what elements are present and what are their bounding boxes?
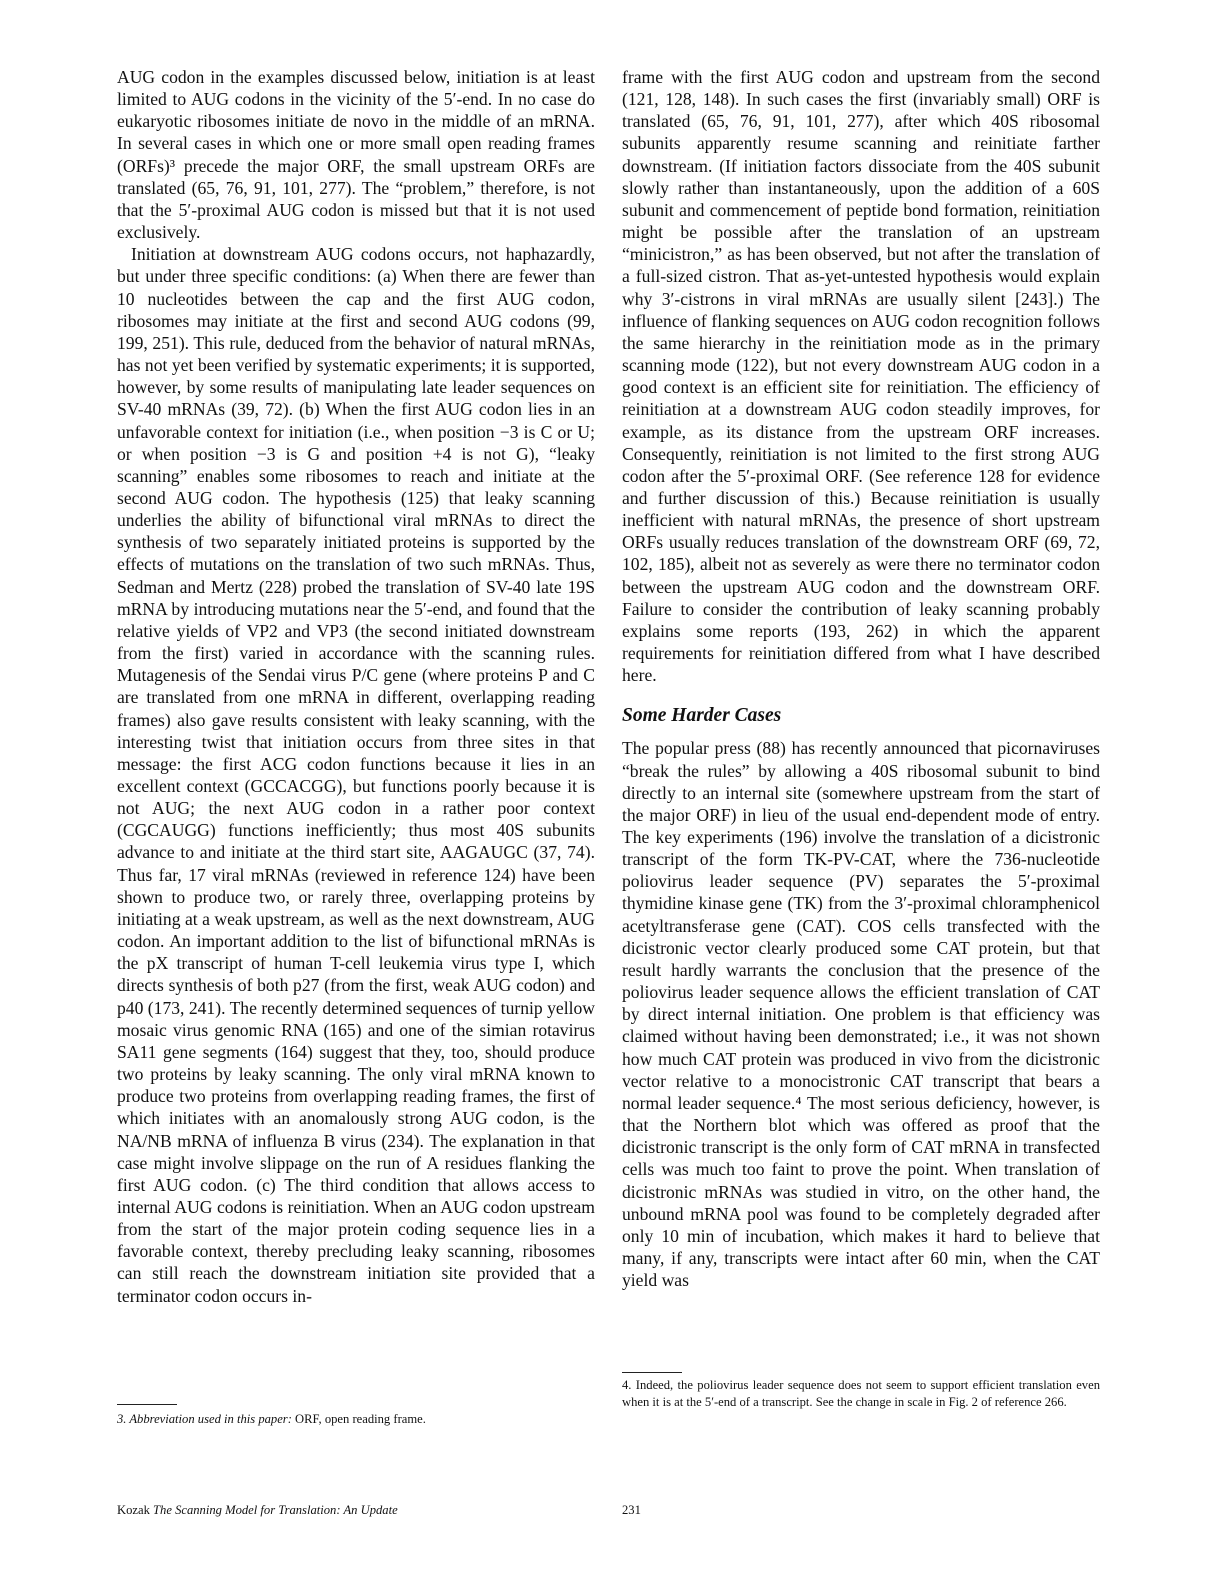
left-column [117,66,595,1307]
right-paragraph-2: The popular press (88) has recently announced that picornaviruses “break the rules” by allowing a 40S ribosomal subunit to bind directly to an internal site (somewhere upstream from the start of the major ORF) in lieu of the usual end-dependent mode of entry. The key experiments (196) involve the translation of a dicistronic transcript of the form TK-PV-CAT, where the 736-nucleotide poliovirus leader sequence (PV) separates the 5′-proximal thymidine kinase gene (TK) from the 3′-proximal chloramphenicol acetyltransferase gene (CAT). COS cells transfected with the dicistronic vector clearly produced some CAT protein, but that result hardly warrants the conclusion that the presence of the poliovirus leader sequence allows the efficient translation of CAT by direct internal initiation. One problem is that efficiency was claimed without having been demonstrated; i.e., it was not shown how much CAT protein was produced in vivo from the dicistronic vector relative to a monocistronic CAT transcript that bears a normal leader sequence.⁴ The most serious deficiency, however, is that the Northern blot which was offered as proof that the dicistronic transcript is the only form of CAT mRNA in transfected cells was much too faint to prove the point. When translation of dicistronic mRNAs was studied in vitro, on the other hand, the unbound mRNA pool was found to be completely degraded after only 10 min of incubation, which makes it hard to believe that many, if any, transcripts were intact after 60 min, when the CAT yield was [622,738,1100,1291]
page-number: 231 [622,1503,641,1517]
right-column [622,66,1100,1291]
footnote-divider-left [117,1404,177,1405]
footnote-4: 4. Indeed, the poliovirus leader sequence does not seem to support efficient translation even when it is at the 5′-end of a transcript. See the change in scale in Fig. 2 of reference 266. [622,1378,1100,1409]
running-head-author: Kozak [117,1503,154,1517]
right-paragraph-1: frame with the first AUG codon and upstream from the second (121, 128, 148). In such cases the first (invariably small) ORF is translated (65, 76, 91, 101, 277), after which 40S ribosomal subunits apparently resume scanning and reinitiate farther downstream. (If initiation factors dissociate from the 40S subunit slowly rather than instantaneously, upon the addition of a 60S subunit and commencement of peptide bond formation, reinitiation might be possible after the translation of an upstream “minicistron,” as has been observed, but not after the translation of a full-sized cistron. That as-yet-untested hypothesis would explain why 3′-cistrons in viral mRNAs are usually silent [243].) The influence of flanking sequences on AUG codon recognition follows the same hierarchy in the reinitiation mode as in the primary scanning mode (122), but not every downstream AUG codon in a good context is an efficient site for reinitiation. The efficiency of reinitiation at a downstream AUG codon steadily improves, for example, as its distance from the upstream ORF increases. Consequently, reinitiation is not limited to the first strong AUG codon after the 5′-proximal ORF. (See reference 128 for evidence and further discussion of this.) Because reinitiation is usually inefficient with natural mRNAs, the presence of short upstream ORFs usually reduces translation of the downstream ORF (69, 72, 102, 185), albeit not as severely as were there no terminator codon between the upstream AUG codon and the downstream ORF. Failure to consider the contribution of leaky scanning probably explains some reports (193, 262) in which the apparent requirements for reinitiation differed from what I have described here. [622,67,1100,686]
footnote-3-text: ORF, open reading frame. [291,1412,426,1426]
left-paragraph-2: Initiation at downstream AUG codons occurs, not haphazardly, but under three specific conditions: (a) When there are fewer than 10 nucleotides between the cap and the first AUG codon, ribosomes may initiate at the first and second AUG codons (99, 199, 251). This rule, deduced from the behavior of natural mRNAs, has not yet been verified by systematic experiments; it is supported, however, by some results of manipulating late leader sequences on SV-40 mRNAs (39, 72). (b) When the first AUG codon lies in an unfavorable context for initiation (i.e., when position −3 is C or U; or when position −3 is G and position +4 is not G), “leaky scanning” enables some ribosomes to reach and initiate at the second AUG codon. The hypothesis (125) that leaky scanning underlies the ability of bifunctional viral mRNAs to direct the synthesis of two separately initiated proteins is supported by the effects of mutations on the translation of two such mRNAs. Thus, Sedman and Mertz (228) probed the translation of SV-40 late 19S mRNA by introducing mutations near the 5′-end, and found that the relative yields of VP2 and VP3 (the second initiated downstream from the first) varied in accordance with the scanning rules. Mutagenesis of the Sendai virus P/C gene (where proteins P and C are translated from one mRNA in different, overlapping reading frames) also gave results consistent with leaky scanning, with the interesting twist that initiation occurs from three sites in that message: the first ACG codon functions because it lies in an excellent context (GCCACGG), but functions poorly because it is not AUG; the next AUG codon in a rather poor context (CGCAUGG) functions inefficiently; thus most 40S subunits advance to and initiate at the third start site, AAGAUGC (37, 74). Thus far, 17 viral mRNAs (reviewed in reference 124) have been shown to produce two, or rarely three, overlapping proteins by initiating at a weak upstream, as well as the next downstream, AUG codon. An important addition to the list of bifunctional mRNAs is the pX transcript of human T-cell leukemia virus type I, which directs synthesis of both p27 (from the first, weak AUG codon) and p40 (173, 241). The recently determined sequences of turnip yellow mosaic virus genomic RNA (165) and one of the simian rotavirus SA11 gene segments (164) suggest that they, too, should produce two proteins by leaky scanning. The only viral mRNA known to produce two proteins from overlapping reading frames, the first of which initiates with an anomalously strong AUG codon, is the NA/NB mRNA of influenza B virus (234). The explanation in that case might involve slippage on the run of A residues flanking the first AUG codon. (c) The third condition that allows access to internal AUG codons is reinitiation. When an AUG codon upstream from the start of the major protein coding sequence lies in a favorable context, thereby precluding leaky scanning, ribosomes can still reach the downstream initiation site provided that a terminator codon occurs in- [117,244,595,1306]
section-heading: Some Harder Cases [622,705,782,727]
running-head [117,1503,398,1518]
footnote-divider-right [622,1372,682,1373]
footnote-3-label: 3. Abbreviation used in this paper: [117,1412,292,1426]
footnote-3 [117,1411,595,1428]
left-paragraph-1: AUG codon in the examples discussed below, initiation is at least limited to AUG codons in the vicinity of the 5′-end. In no case do eukaryotic ribosomes initiate de novo in the middle of an mRNA. In several cases in which one or more small open reading frames (ORFs)³ precede the major ORF, the small upstream ORFs are translated (65, 76, 91, 101, 277). The “problem,” therefore, is not that the 5′-proximal AUG codon is missed but that it is not used exclusively. [117,67,595,243]
running-head-title: The Scanning Model for Translation: An Update [153,1503,398,1517]
